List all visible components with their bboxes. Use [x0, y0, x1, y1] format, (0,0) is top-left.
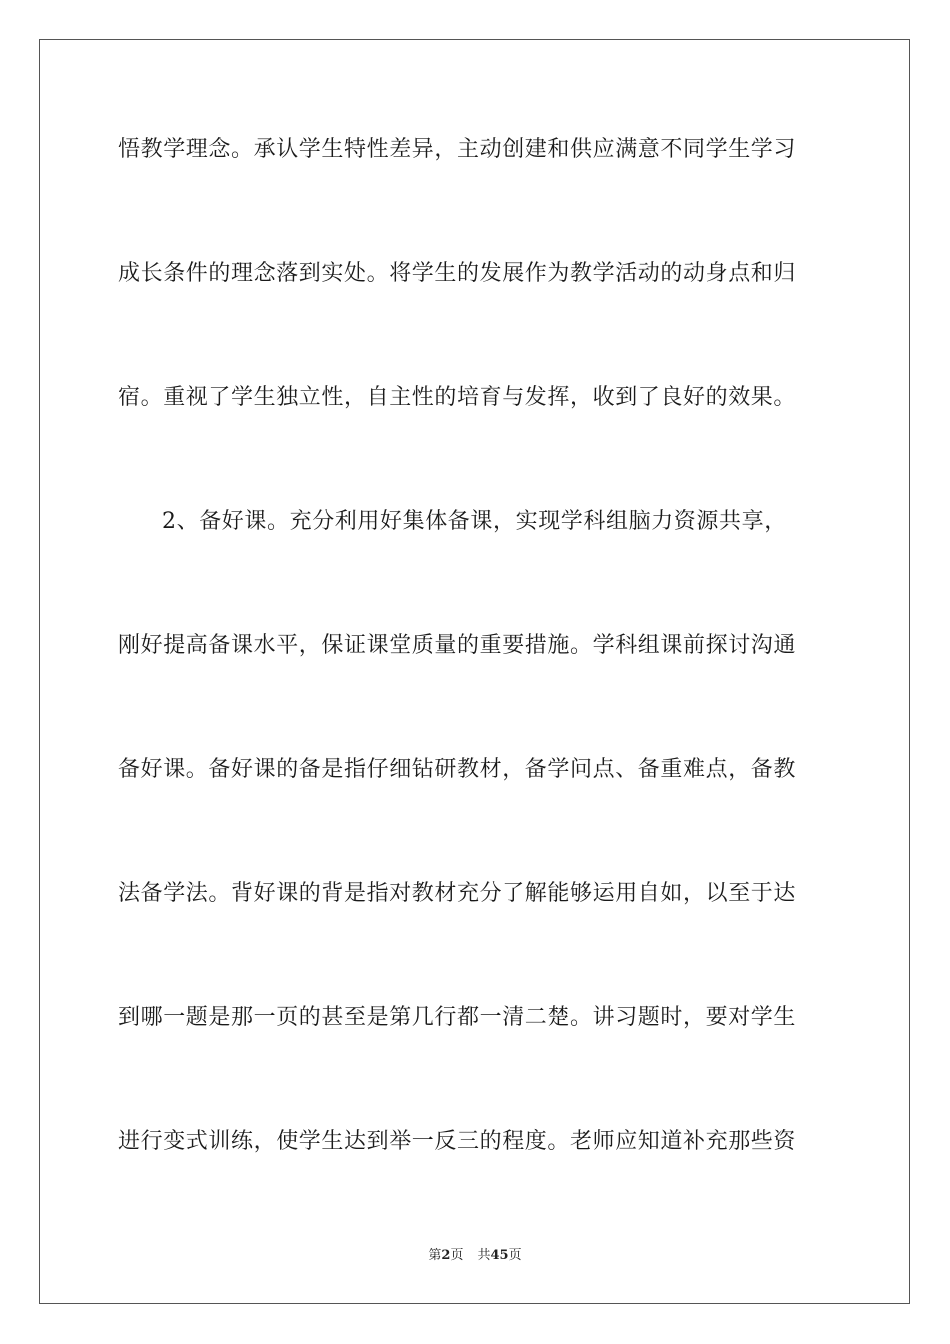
page-border — [39, 39, 910, 1304]
paragraph-2-line-4: 法备学法。背好课的背是指对教材充分了解能够运用自如，以至于达 — [118, 881, 797, 906]
paragraph-1-line-2: 成长条件的理念落到实处。将学生的发展作为教学活动的动身点和归 — [118, 261, 797, 286]
total-pages: 45 — [490, 1248, 509, 1263]
total-prefix: 共 — [477, 1248, 491, 1263]
page-footer — [0, 1246, 950, 1266]
total-suffix: 页 — [508, 1248, 522, 1263]
paragraph-1-line-1: 悟教学理念。承认学生特性差异，主动创建和供应满意不同学生学习 — [118, 137, 797, 162]
paragraph-2-line-1: 2、备好课。充分利用好集体备课，实现学科组脑力资源共享， — [162, 509, 787, 534]
paragraph-2-line-5: 到哪一题是那一页的甚至是第几行都一清二楚。讲习题时，要对学生 — [118, 1005, 797, 1030]
page-suffix: 页 — [450, 1248, 464, 1263]
paragraph-2-line-3: 备好课。备好课的备是指仔细钻研教材，备学问点、备重难点，备教 — [118, 757, 797, 782]
page-prefix: 第 — [428, 1248, 442, 1263]
paragraph-1-line-3: 宿。重视了学生独立性，自主性的培育与发挥，收到了良好的效果。 — [118, 385, 797, 410]
paragraph-2-line-6: 进行变式训练，使学生达到举一反三的程度。老师应知道补充那些资 — [118, 1129, 797, 1154]
page-number: 2 — [441, 1248, 451, 1263]
paragraph-2-line-2: 刚好提高备课水平，保证课堂质量的重要措施。学科组课前探讨沟通 — [118, 633, 797, 658]
